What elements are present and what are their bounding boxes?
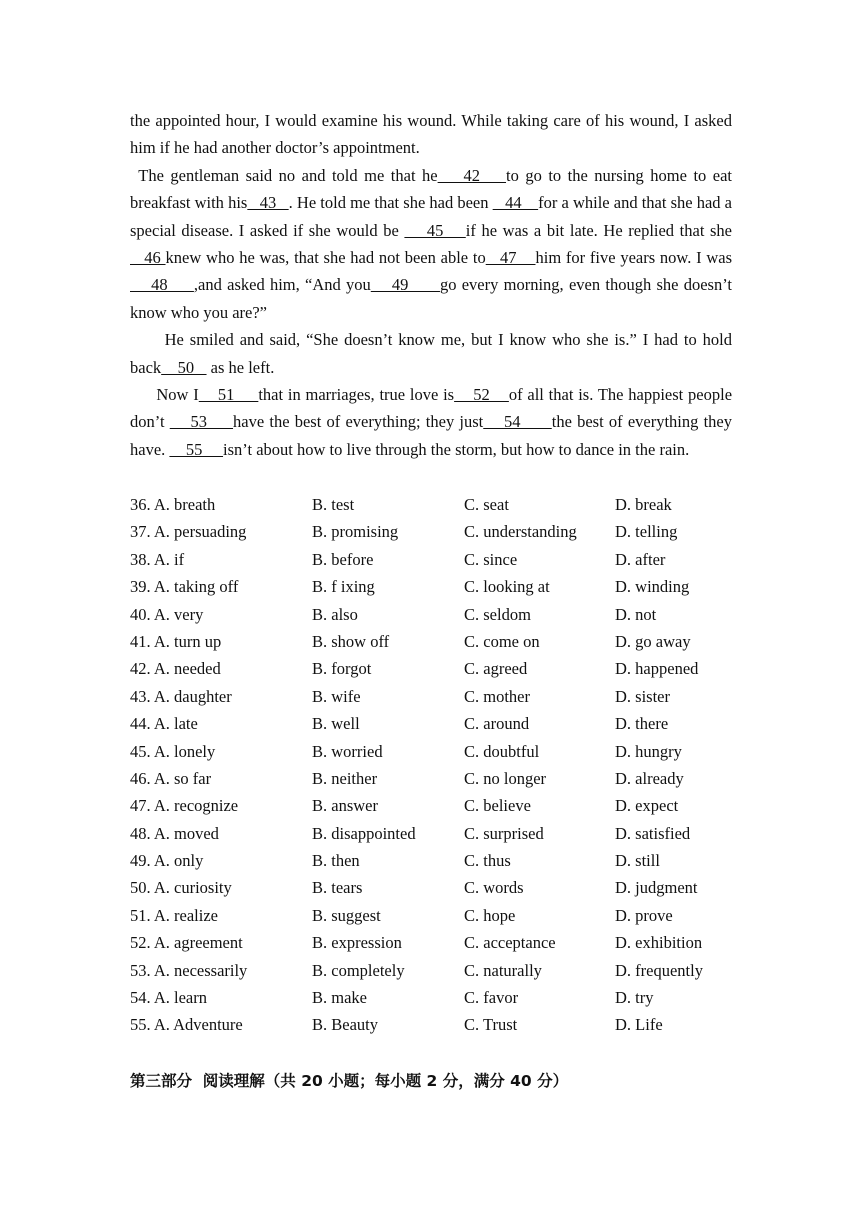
option-choice: 36. A. breath	[130, 495, 216, 514]
section-title: 第三部分 阅读理解（共 20 小题；每小题 2 分，满分 40 分）	[130, 1072, 569, 1090]
passage-text: him for five years now. I was	[535, 248, 733, 268]
passage-text: the best of everything they have.	[130, 412, 732, 459]
passage-text: . He told me that she had been	[288, 193, 493, 213]
option-choice: B. neither	[312, 768, 378, 788]
option-row	[130, 957, 770, 984]
option-choice: C. understanding	[464, 522, 577, 542]
option-row	[130, 655, 770, 682]
passage-text: for a while and that she had a special disease. I asked if she would be	[130, 193, 733, 240]
option-choice: 46. A. so far	[130, 768, 212, 788]
option-row	[130, 601, 770, 628]
option-choice: 55. A. Adventure	[130, 1015, 243, 1035]
option-choice: C. agreed	[464, 659, 528, 679]
option-row	[130, 710, 770, 737]
paragraph-4	[130, 381, 732, 463]
option-row	[130, 1011, 770, 1038]
option-row	[130, 929, 770, 956]
option-choice: 51. A. realize	[130, 905, 218, 925]
option-choice: D. frequently	[615, 960, 703, 980]
option-choice: C. believe	[464, 796, 531, 816]
option-choice: 48. A. moved	[130, 823, 219, 843]
option-choice: B. forgot	[312, 659, 372, 679]
option-row	[130, 491, 770, 518]
option-choice: D. try	[615, 988, 654, 1008]
option-choice: B. also	[312, 604, 358, 624]
option-choice: 41. A. turn up	[130, 631, 222, 651]
option-choice: 49. A. only	[130, 851, 204, 871]
option-choice: B. test	[312, 495, 355, 514]
option-choice: C. seldom	[464, 604, 531, 624]
option-row	[130, 765, 770, 792]
option-row	[130, 573, 770, 600]
option-choice: C. no longer	[464, 768, 547, 788]
blank-number: 49	[370, 275, 440, 295]
option-choice: D. go away	[615, 631, 691, 651]
option-choice: 40. A. very	[130, 604, 204, 624]
option-choice: D. after	[615, 549, 666, 569]
passage-text: the appointed hour, I would examine his wound. While taking care of his wound, I asked him if he had another doctor’s appointment.	[130, 111, 732, 158]
option-choice: B. well	[312, 714, 360, 734]
option-choice: B. expression	[312, 933, 402, 953]
option-choice: 39. A. taking off	[130, 577, 239, 597]
blank-number: 46	[130, 248, 166, 268]
option-choice: C. Trust	[464, 1015, 518, 1035]
option-choice: 44. A. late	[130, 714, 198, 734]
option-row	[130, 518, 770, 545]
option-choice: D. there	[615, 714, 669, 734]
option-row	[130, 902, 770, 929]
option-choice: B. make	[312, 988, 367, 1008]
option-row	[130, 984, 770, 1011]
option-choice: B. worried	[312, 741, 383, 761]
option-choice: B. completely	[312, 960, 405, 980]
option-row	[130, 874, 770, 901]
option-choice: D. satisfied	[615, 823, 691, 843]
cloze-passage	[130, 107, 732, 463]
passage-text: that in marriages, true love is	[258, 385, 455, 405]
option-choice: B. answer	[312, 796, 378, 816]
option-choice: 45. A. lonely	[130, 741, 216, 761]
option-choice: D. already	[615, 768, 684, 788]
option-choice: B. tears	[312, 878, 363, 898]
passage-text: to go to the nursing home to eat breakfast with his	[130, 165, 732, 213]
option-choice: 42. A. needed	[130, 659, 221, 679]
option-choice: C. around	[464, 714, 530, 734]
option-choice: C. seat	[464, 495, 509, 514]
option-row	[130, 820, 770, 847]
option-choice: D. Life	[615, 1015, 663, 1035]
option-choice: C. come on	[464, 631, 540, 651]
option-choice: 43. A. daughter	[130, 686, 232, 706]
option-choice: C. hope	[464, 905, 516, 925]
option-choice: 38. A. if	[130, 549, 185, 569]
option-choice: C. looking at	[464, 577, 550, 597]
option-choice: 50. A. curiosity	[130, 878, 232, 898]
blank-number: 43	[247, 193, 289, 213]
blank-number: 45	[404, 220, 466, 240]
blank-number: 52	[454, 385, 509, 405]
option-choice: D. break	[615, 495, 672, 514]
option-row	[130, 546, 770, 573]
option-choice: D. happened	[615, 659, 699, 679]
option-choice: C. mother	[464, 686, 530, 706]
option-choice: C. favor	[464, 988, 519, 1008]
option-row	[130, 683, 770, 710]
option-choice: B. wife	[312, 686, 361, 706]
option-choice: D. prove	[615, 905, 673, 925]
option-choice: D. telling	[615, 522, 678, 542]
option-choice: D. expect	[615, 796, 679, 816]
option-choice: C. words	[464, 878, 524, 898]
blank-number: 48	[130, 275, 194, 295]
option-row	[130, 628, 770, 655]
passage-text: if he was a bit late. He replied that she	[465, 220, 733, 240]
option-choice: B. before	[312, 549, 374, 569]
option-choice: C. thus	[464, 851, 511, 871]
paragraph-2	[130, 162, 732, 326]
passage-text: have the best of everything; they just	[233, 412, 484, 432]
option-choice: C. since	[464, 549, 518, 569]
option-row	[130, 738, 770, 765]
paragraph-1	[130, 107, 732, 162]
passage-text: The gentleman said no and told me that he	[138, 165, 438, 185]
option-choice: 54. A. learn	[130, 988, 207, 1008]
option-row	[130, 792, 770, 819]
passage-text: go every morning, even though she doesn’t know who you are?”	[130, 275, 733, 322]
blank-number: 50	[161, 357, 207, 377]
blank-number: 44	[492, 193, 539, 213]
option-choice: B. promising	[312, 522, 399, 542]
option-choice: D. still	[615, 851, 660, 871]
passage-text: as he left.	[206, 357, 275, 377]
option-row	[130, 847, 770, 874]
option-choice: D. exhibition	[615, 933, 703, 953]
blank-number: 42	[437, 165, 507, 185]
blank-number: 53	[169, 412, 234, 432]
option-choice: B. show off	[312, 631, 390, 651]
option-choice: B. f ixing	[312, 577, 375, 597]
blank-number: 51	[198, 385, 259, 405]
option-choice: D. winding	[615, 577, 690, 597]
option-choice: B. disappointed	[312, 823, 416, 843]
option-choice: 47. A. recognize	[130, 796, 239, 816]
option-choice: B. suggest	[312, 905, 381, 925]
blank-number: 55	[169, 439, 224, 459]
passage-text: Now I	[156, 385, 199, 405]
blank-number: 47	[485, 248, 536, 268]
option-choice: 52. A. agreement	[130, 933, 243, 953]
answer-options	[130, 491, 770, 1039]
option-choice: D. sister	[615, 686, 670, 706]
passage-text: He smiled and said, “She doesn’t know me, but I know who she is.” I had to hold back	[130, 330, 732, 377]
paragraph-3	[130, 326, 732, 381]
option-choice: 53. A. necessarily	[130, 960, 248, 980]
passage-text: ,and asked him, “And you	[193, 275, 371, 295]
option-choice: 37. A. persuading	[130, 522, 247, 542]
option-choice: C. naturally	[464, 960, 542, 980]
passage-text: of all that is. The happiest people don’t	[130, 385, 733, 432]
option-choice: C. doubtful	[464, 741, 540, 761]
option-choice: C. acceptance	[464, 933, 556, 953]
option-choice: B. then	[312, 851, 360, 871]
option-choice: B. Beauty	[312, 1015, 378, 1035]
option-choice: D. not	[615, 604, 657, 624]
option-choice: C. surprised	[464, 823, 544, 843]
option-choice: D. judgment	[615, 878, 698, 898]
passage-text: isn’t about how to live through the storm, but how to dance in the rain.	[223, 439, 690, 459]
blank-number: 54	[483, 412, 552, 432]
option-choice: D. hungry	[615, 741, 682, 761]
passage-text: knew who he was, that she had not been able to	[165, 248, 486, 268]
